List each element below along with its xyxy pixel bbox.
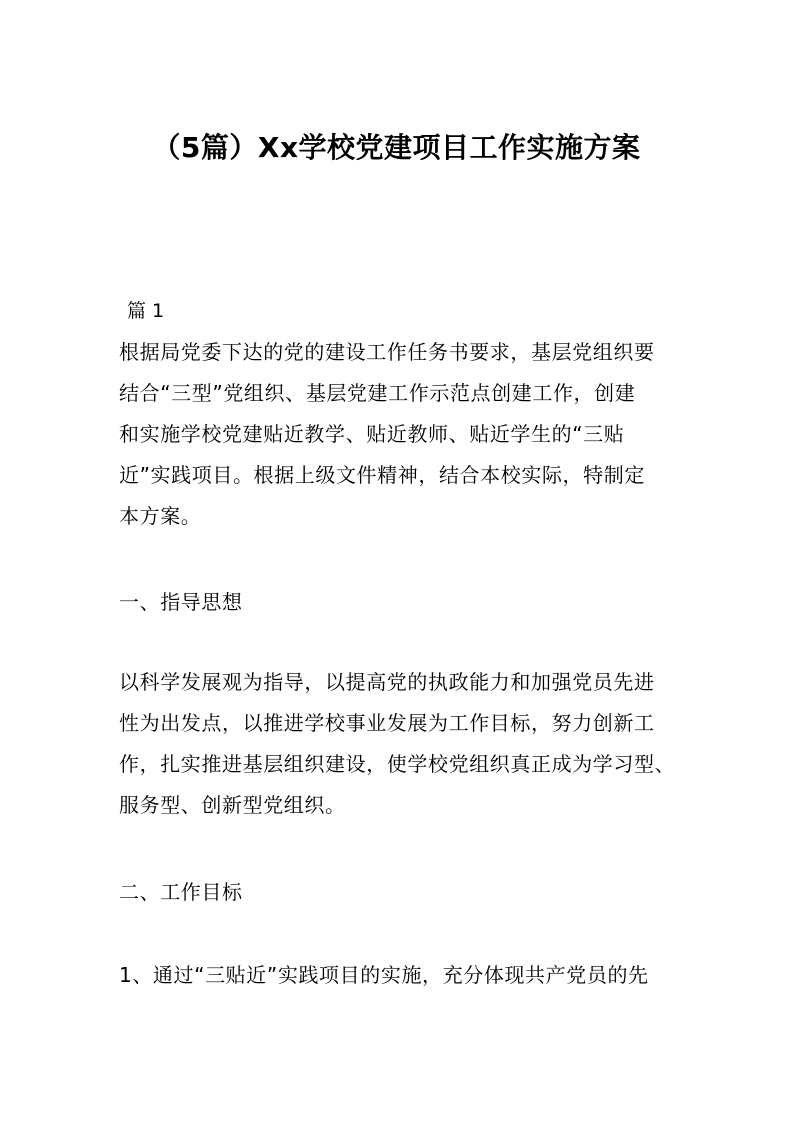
paragraph-line: 本方案。: [119, 504, 202, 528]
paragraph-line: 结合“三型”党组织、基层党建工作示范点创建工作，创建: [119, 381, 636, 405]
paragraph-line: 近”实践项目。根据上级文件精神，结合本校实际，特制定: [119, 463, 645, 487]
heading-work-goals: 二、工作目标: [119, 880, 243, 904]
paragraph-line: 服务型、创新型党组织。: [119, 793, 346, 817]
heading-guiding-ideology: 一、指导思想: [119, 590, 243, 614]
paragraph-line: 以科学发展观为指导，以提高党的执政能力和加强党员先进: [119, 670, 655, 694]
paragraph-line: 1、通过“三贴近”实践项目的实施，充分体现共产党员的先: [119, 963, 649, 987]
section-label: 篇 1: [127, 300, 165, 322]
paragraph-intro: [119, 332, 699, 537]
paragraph-line: 作，扎实推进基层组织建设，使学校党组织真正成为学习型、: [119, 752, 676, 776]
paragraph-line: 性为出发点，以推进学校事业发展为工作目标，努力创新工: [119, 711, 655, 735]
document-title: （5篇）Xx学校党建项目工作实施方案: [152, 131, 641, 164]
paragraph-guiding-ideology: [119, 662, 699, 826]
paragraph-line: 根据局党委下达的党的建设工作任务书要求，基层党组织要: [119, 340, 655, 364]
paragraph-line: 和实施学校党建贴近教学、贴近教师、贴近学生的“三贴: [119, 422, 625, 446]
paragraph-work-goals: [119, 955, 699, 996]
